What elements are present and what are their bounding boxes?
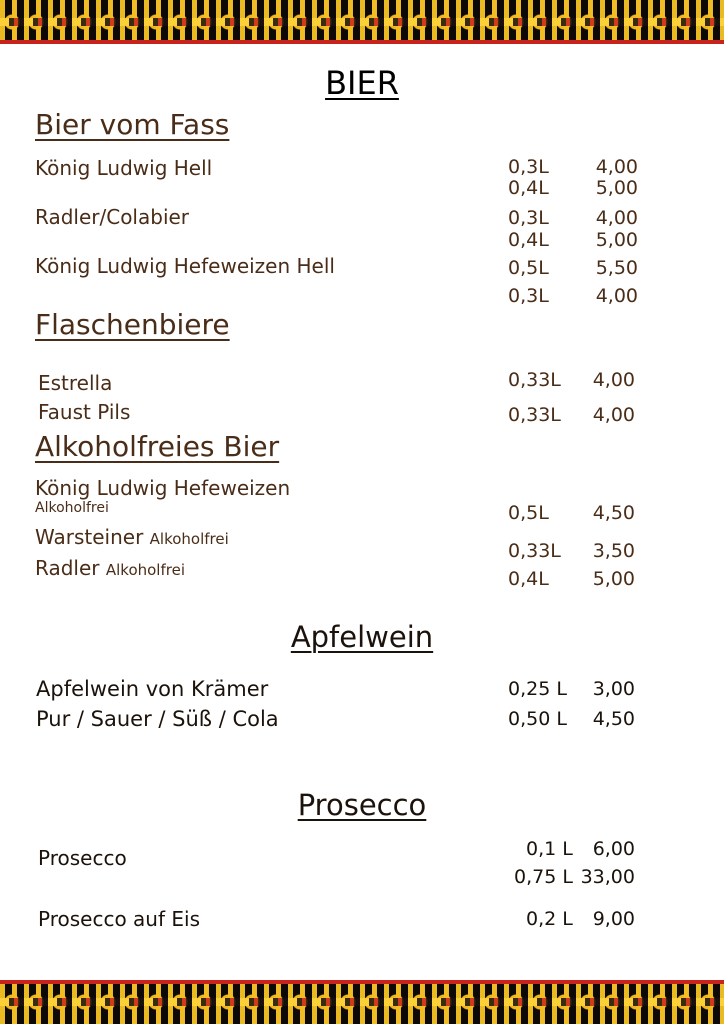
top-decorative-border [0, 0, 724, 44]
price: 4,00 [595, 207, 638, 229]
qty: 0,2 L [526, 908, 573, 930]
price: 6,00 [592, 838, 635, 860]
qty: 0,1 L [526, 838, 573, 860]
menu-item-faust-pils: Faust Pils [38, 400, 131, 424]
menu-item-estrella: Estrella [38, 371, 113, 395]
bottom-decorative-border [0, 980, 724, 1024]
price: 5,00 [595, 177, 638, 199]
menu-item-pur-sauer-suess-cola: Pur / Sauer / Süß / Cola [36, 707, 279, 731]
menu-item-apfelwein-von-kraemer: Apfelwein von Krämer [36, 677, 269, 701]
price: 3,50 [592, 540, 635, 562]
item-note-alkoholfrei: Alkoholfrei [105, 561, 185, 579]
menu-item-koenig-ludwig-hefeweizen-hell: König Ludwig Hefeweizen Hell [35, 254, 335, 278]
section-title-bier-vom-fass: Bier vom Fass [35, 108, 230, 141]
qty: 0,50 L [508, 708, 567, 730]
menu-item-prosecco-auf-eis: Prosecco auf Eis [38, 907, 200, 931]
item-note-alkoholfrei: Alkoholfrei [149, 530, 229, 548]
price: 4,50 [592, 502, 635, 524]
price: 4,00 [595, 285, 638, 307]
item-name: Warsteiner [35, 525, 144, 549]
qty: 0,4L [508, 568, 549, 590]
section-title-flaschenbiere: Flaschenbiere [35, 308, 230, 341]
qty: 0,3L [508, 285, 549, 307]
qty: 0,5L [508, 502, 549, 524]
menu-item-koenig-ludwig-hell: König Ludwig Hell [35, 156, 213, 180]
qty: 0,4L [508, 177, 549, 199]
price: 5,00 [592, 568, 635, 590]
menu-item-koenig-ludwig-hefeweizen: König Ludwig Hefeweizen [35, 476, 291, 500]
price: 3,00 [592, 678, 635, 700]
section-title-apfelwein: Apfelwein [290, 620, 434, 654]
menu-item-radler-colabier: Radler/Colabier [35, 205, 190, 229]
qty: 0,3L [508, 207, 549, 229]
menu-item-warsteiner [35, 525, 229, 549]
page-title-bier: BIER [325, 64, 399, 102]
qty: 0,33L [508, 540, 561, 562]
menu-item-radler-alkoholfrei [35, 556, 185, 580]
price: 4,00 [595, 156, 638, 178]
section-title-prosecco: Prosecco [297, 788, 427, 822]
price: 5,50 [595, 257, 638, 279]
price: 33,00 [580, 866, 635, 888]
qty: 0,5L [508, 257, 549, 279]
price: 5,00 [595, 229, 638, 251]
price: 9,00 [592, 908, 635, 930]
qty: 0,25 L [508, 678, 567, 700]
price: 4,00 [592, 369, 635, 391]
price: 4,50 [592, 708, 635, 730]
qty: 0,4L [508, 229, 549, 251]
section-title-alkoholfreies-bier: Alkoholfreies Bier [35, 430, 280, 463]
price: 4,00 [592, 404, 635, 426]
item-name: Radler [35, 556, 100, 580]
qty: 0,33L [508, 404, 561, 426]
qty: 0,3L [508, 156, 549, 178]
qty: 0,33L [508, 369, 561, 391]
menu-item-prosecco: Prosecco [38, 846, 127, 870]
menu-item-note-alkoholfrei: Alkoholfrei [35, 500, 109, 516]
qty: 0,75 L [514, 866, 573, 888]
